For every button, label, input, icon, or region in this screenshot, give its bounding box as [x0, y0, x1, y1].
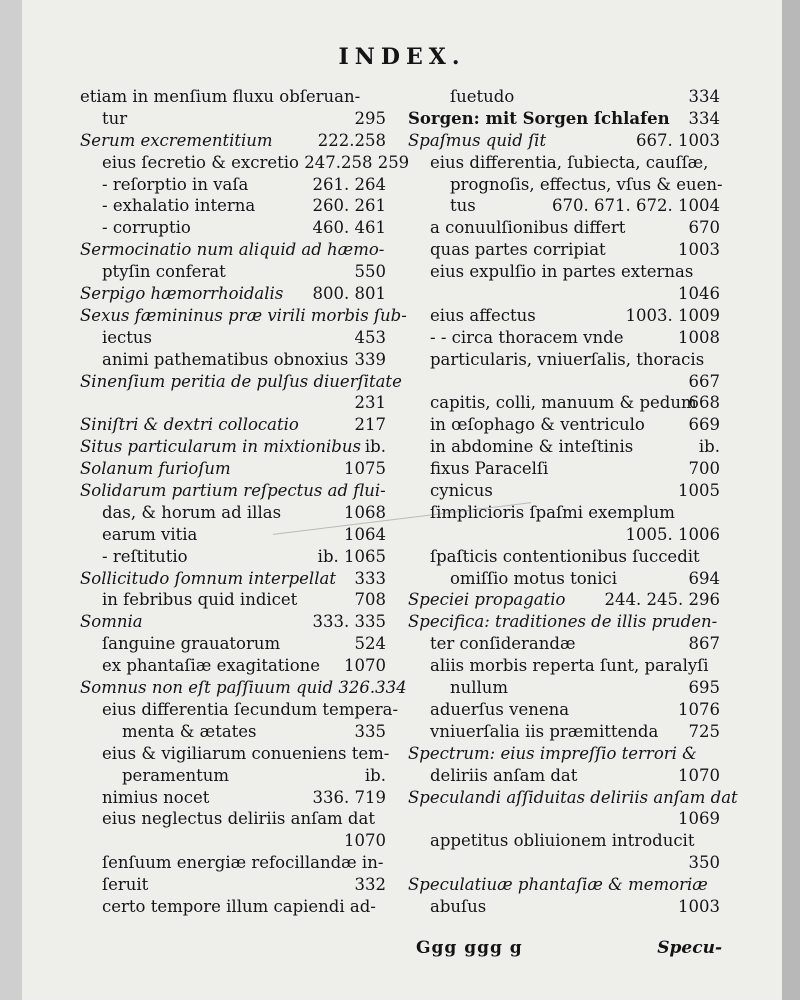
catchword: Specu-	[657, 938, 722, 958]
page-reference: 222.258	[317, 130, 386, 150]
entry-text: particularis, vniuerſalis, thoracis	[430, 349, 705, 369]
entry-text: certo tempore illum capiendi ad-	[102, 896, 376, 916]
entry-text: - reſorptio in vaſa	[102, 174, 249, 194]
page-reference: 332	[354, 875, 386, 895]
page-reference: 350	[688, 853, 720, 873]
index-entry	[80, 392, 386, 414]
index-entry	[408, 130, 720, 152]
index-entry	[408, 502, 720, 524]
entry-text: Siniſtri & dextri collocatio	[80, 415, 299, 435]
index-entry	[80, 721, 386, 743]
page-reference: 695	[688, 678, 720, 698]
entry-text: Somnus non eſt paſſiuum quid 326.334	[80, 678, 407, 698]
index-entry	[80, 787, 386, 809]
entry-text: Sexus fæmininus præ virili morbis ſub-	[80, 305, 407, 325]
index-entry	[80, 86, 386, 108]
page-reference: 550	[354, 262, 386, 282]
index-entry	[80, 458, 386, 480]
entry-text: in abdomine & inteſtinis	[430, 437, 634, 457]
index-entry	[80, 152, 410, 174]
page-reference: 333	[354, 568, 386, 588]
index-entry	[80, 305, 407, 327]
entry-text: - reſtitutio	[102, 546, 188, 566]
index-entry	[80, 108, 386, 130]
index-entry	[408, 108, 720, 130]
index-entry	[408, 830, 720, 852]
index-entry	[80, 174, 386, 196]
entry-text: earum vitia	[102, 524, 198, 544]
index-entry	[408, 874, 720, 896]
index-entry	[408, 655, 720, 677]
index-entry	[80, 743, 390, 765]
index-column-right	[408, 86, 738, 918]
index-entry	[80, 130, 386, 152]
page-reference: 333. 335	[312, 612, 386, 632]
index-entry	[80, 502, 386, 524]
entry-text: vniuerſalia iis præmittenda	[430, 721, 659, 741]
page-reference: 670	[688, 218, 720, 238]
index-entry	[408, 896, 720, 918]
index-entry	[80, 633, 386, 655]
index-entry	[408, 349, 720, 371]
index-entry	[408, 174, 723, 196]
index-entry	[80, 611, 386, 633]
entry-text: - corruptio	[102, 218, 191, 238]
index-entry	[80, 480, 386, 502]
page-title: INDEX.	[338, 44, 466, 70]
page-reference: 295	[354, 108, 386, 128]
page-reference: 667	[688, 371, 720, 391]
page-reference: 1003. 1009	[625, 305, 720, 325]
page-reference: 244. 245. 296	[604, 590, 720, 610]
entry-text: capitis, colli, manuum & pedum	[430, 393, 697, 413]
entry-text: ſeruit	[102, 875, 149, 895]
index-entry	[408, 589, 720, 611]
page-reference: 1070	[678, 765, 720, 785]
index-entry	[80, 808, 386, 830]
entry-text: Speculatiuæ phantaſiæ & memoriæ	[408, 875, 708, 895]
index-entry	[80, 874, 386, 896]
page-reference: 334	[688, 108, 720, 128]
entry-text: a conuulſionibus differt	[430, 218, 626, 238]
index-entry	[408, 436, 720, 458]
index-entry	[408, 195, 720, 217]
entry-text: eius expulſio in partes externas	[430, 262, 694, 282]
page-reference: 1064	[344, 524, 386, 544]
index-entry	[408, 283, 720, 305]
index-entry	[80, 371, 402, 393]
page-reference: ib. 1065	[317, 546, 386, 566]
entry-text: Solidarum partium reſpectus ad flui-	[80, 481, 386, 501]
index-entry	[408, 371, 720, 393]
entry-text: abuſus	[430, 896, 487, 916]
book-page	[22, 0, 782, 1000]
entry-text: nullum	[450, 678, 509, 698]
entry-text: Somnia	[80, 612, 143, 632]
signature-mark: Ggg ggg g	[416, 938, 523, 958]
index-entry	[80, 589, 386, 611]
index-entry	[408, 152, 720, 174]
index-entry	[80, 217, 386, 239]
entry-text: - exhalatio interna	[102, 196, 256, 216]
index-entry	[80, 830, 386, 852]
index-entry	[408, 765, 720, 787]
entry-text: - - circa thoracem vnde	[430, 327, 624, 347]
entry-text: quas partes corripiat	[430, 240, 606, 260]
page-reference: 1075	[344, 459, 386, 479]
index-entry	[408, 305, 720, 327]
page-reference: 335	[354, 721, 386, 741]
entry-text: ſenſuum energiæ refocillandæ in-	[102, 853, 384, 873]
index-entry	[408, 677, 720, 699]
index-entry	[80, 546, 386, 568]
entry-text: aduerſus venena	[430, 699, 570, 719]
page-reference: 1003	[678, 240, 720, 260]
index-entry	[80, 524, 386, 546]
entry-text: Sorgen: mit Sorgen ſchlafen	[408, 108, 670, 128]
entry-text: aliis morbis reperta ſunt, paralyſi	[430, 656, 709, 676]
entry-text: Sinenſium peritia de pulſus diuerſitate	[80, 371, 402, 391]
index-entry	[80, 414, 386, 436]
page-reference: 669	[688, 415, 720, 435]
index-entry	[80, 568, 386, 590]
entry-text: ſimplicioris ſpaſmi exemplum	[430, 502, 675, 522]
page-reference: 334	[688, 87, 720, 106]
index-entry	[80, 852, 386, 874]
entry-text: Sollicitudo ſomnum interpellat	[80, 568, 336, 588]
entry-text: deliriis anſam dat	[430, 765, 578, 785]
index-entry	[408, 414, 720, 436]
index-entry	[408, 611, 720, 633]
index-entry	[80, 765, 386, 787]
index-entry	[408, 633, 720, 655]
index-entry	[408, 239, 720, 261]
page-reference: 336. 719	[312, 787, 386, 807]
page-reference: ib.	[698, 437, 720, 457]
entry-text: Spaſmus quid ſit	[408, 130, 547, 150]
page-reference: 1069	[678, 809, 720, 829]
index-entry	[80, 327, 386, 349]
index-entry	[408, 261, 720, 283]
page-reference: 800. 801	[312, 284, 386, 304]
entry-text: ter conſiderandæ	[430, 634, 576, 654]
page-reference: 460. 461	[312, 218, 386, 238]
entry-text: Situs particularum in mixtionibus	[80, 437, 361, 457]
page-reference: 1008	[678, 327, 720, 347]
page-reference: 1005. 1006	[625, 524, 720, 544]
page-reference: 1005	[678, 481, 720, 501]
entry-text: peramentum	[122, 765, 229, 785]
index-entry	[80, 896, 386, 918]
page-reference: 1068	[344, 502, 386, 522]
entry-text: iectus	[102, 327, 153, 347]
index-entry	[408, 743, 720, 765]
index-entry	[408, 568, 720, 590]
entry-text: tur	[102, 108, 128, 128]
entry-text: cynicus	[430, 481, 493, 501]
page-reference: 725	[688, 721, 720, 741]
page-reference: 670. 671. 672. 1004	[552, 196, 720, 216]
entry-text: tus	[450, 196, 476, 216]
page-reference: 668	[688, 393, 720, 413]
page-reference: 1070	[344, 831, 386, 851]
entry-text: fixus Paracelſi	[430, 459, 549, 479]
entry-text: Spectrum: eius impreſſio terrori &	[408, 743, 697, 763]
entry-text: prognoſis, effectus, vſus & euen-	[450, 174, 723, 194]
page-reference: 261. 264	[312, 174, 386, 194]
entry-text: menta & ætates	[122, 721, 257, 741]
entry-text: ſanguine grauatorum	[102, 634, 281, 654]
page-reference: 1070	[344, 656, 386, 676]
entry-text: nimius nocet	[102, 787, 210, 807]
index-entry	[80, 349, 386, 371]
entry-text: Solanum furioſum	[80, 459, 231, 479]
entry-text: animi pathematibus obnoxius	[102, 349, 349, 369]
index-entry	[408, 327, 720, 349]
page-reference: 339	[354, 349, 386, 369]
entry-text: in febribus quid indicet	[102, 590, 298, 610]
index-entry	[408, 699, 720, 721]
entry-text: appetitus obliuionem introducit	[430, 831, 695, 851]
entry-text: eius differentia, ſubiecta, cauſſæ,	[430, 152, 709, 172]
index-entry	[80, 195, 386, 217]
entry-text: eius affectus	[430, 305, 536, 325]
adjacent-page-edge	[782, 0, 800, 1000]
page-reference: 867	[688, 634, 720, 654]
index-entry	[408, 458, 720, 480]
index-entry	[80, 436, 386, 458]
entry-text: eius neglectus deliriis anſam dat	[102, 809, 375, 829]
index-entry	[408, 721, 720, 743]
page-reference: 217	[354, 415, 386, 435]
index-entry	[80, 677, 407, 699]
page-reference: ib.	[364, 437, 386, 457]
page-reference: 700	[688, 459, 720, 479]
page-reference: 708	[354, 590, 386, 610]
entry-text: eius & vigiliarum conueniens tem-	[102, 743, 390, 763]
page-reference: 1076	[678, 699, 720, 719]
index-entry	[80, 239, 386, 261]
index-entry	[408, 217, 720, 239]
entry-text: ſuetudo	[450, 87, 515, 106]
index-entry	[408, 546, 720, 568]
page-reference: 524	[354, 634, 386, 654]
index-entry	[408, 86, 720, 108]
page-reference: 260. 261	[312, 196, 386, 216]
index-entry	[408, 787, 738, 809]
entry-text: Specifica: traditiones de illis pruden-	[408, 612, 718, 632]
entry-text: ptyſin conferat	[102, 262, 226, 282]
entry-text: Serpigo hæmorrhoidalis	[80, 284, 284, 304]
page-reference: 667. 1003	[636, 130, 720, 150]
page-reference: ib.	[364, 765, 386, 785]
index-entry	[80, 699, 399, 721]
index-entry	[80, 261, 386, 283]
entry-text: ex phantaſiæ exagitatione	[102, 656, 321, 676]
entry-text: Sermocinatio num aliquid ad hæmo-	[80, 240, 385, 260]
index-entry	[80, 655, 386, 677]
entry-text: etiam in menſium fluxu obſeruan-	[80, 87, 361, 106]
entry-text: Speciei propagatio	[408, 590, 566, 610]
index-entry	[408, 480, 720, 502]
page-reference: 694	[688, 568, 720, 588]
entry-text: das, & horum ad illas	[102, 502, 282, 522]
page-reference: 453	[354, 327, 386, 347]
page-reference: 1046	[678, 284, 720, 304]
entry-text: in œſophago & ventriculo	[430, 415, 645, 435]
index-entry	[408, 808, 720, 830]
entry-text: Serum excrementitium	[80, 130, 273, 150]
index-entry	[408, 392, 720, 414]
entry-text: ſpaſticis contentionibus ſuccedit	[430, 546, 700, 566]
page-reference: 1003	[678, 896, 720, 916]
index-entry	[408, 524, 720, 546]
entry-text: omiſſio motus tonici	[450, 568, 618, 588]
page-reference: 231	[354, 393, 386, 413]
index-column-left	[80, 86, 410, 918]
index-entry	[80, 283, 386, 305]
entry-text: eius differentia ſecundum tempera-	[102, 699, 399, 719]
index-entry	[408, 852, 720, 874]
entry-text: eius ſecretio & excretio 247.258 259	[102, 152, 410, 172]
entry-text: Speculandi aſſiduitas deliriis anſam dat	[408, 787, 738, 807]
